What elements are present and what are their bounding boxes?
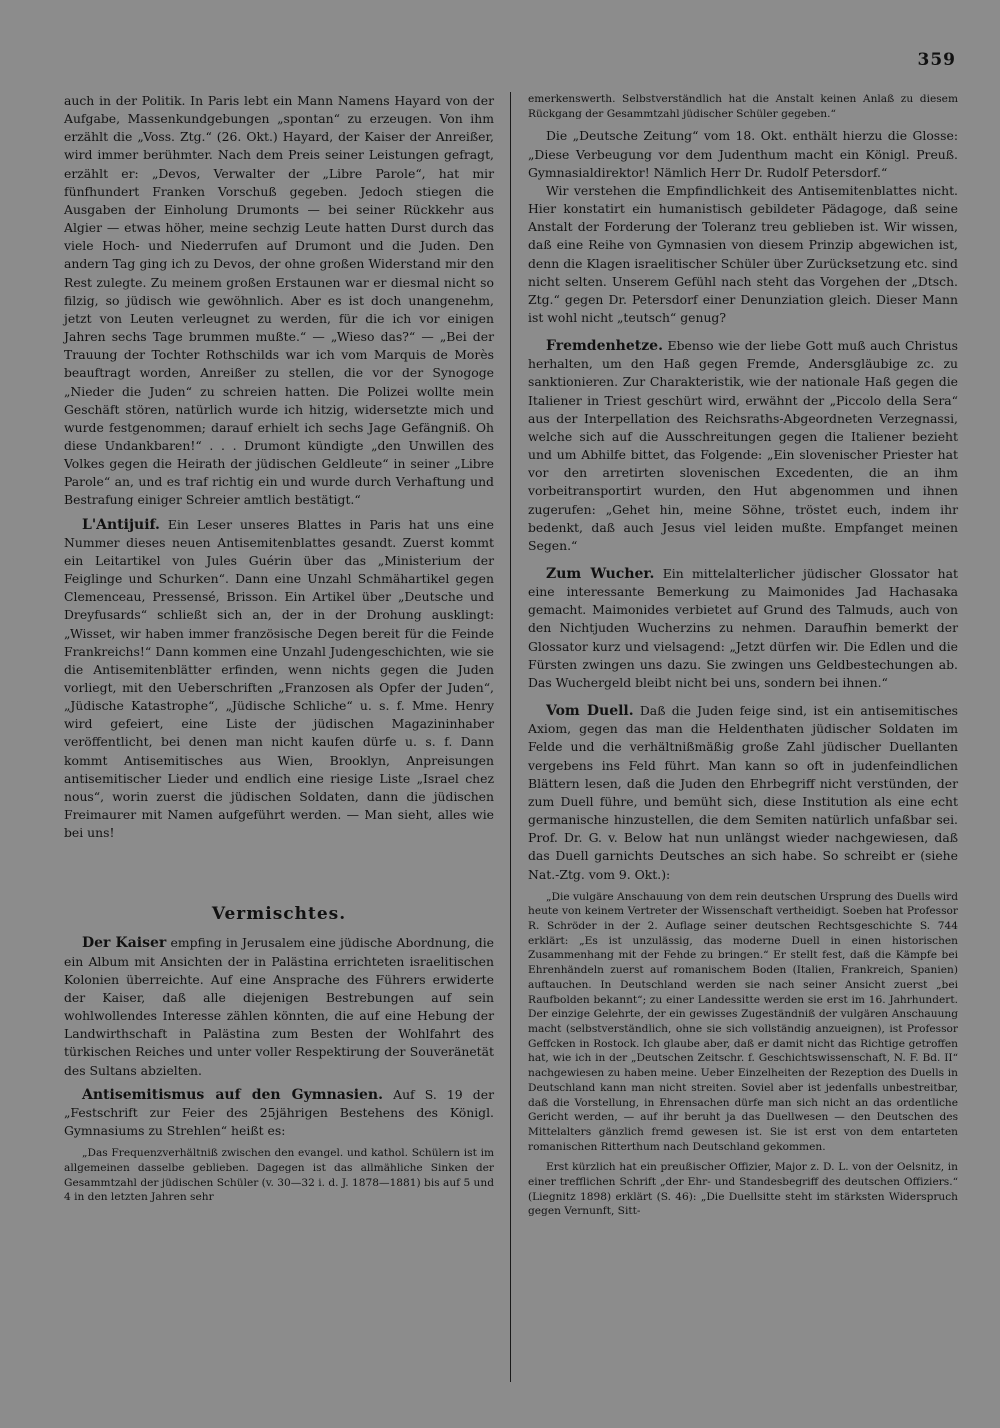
block-quote: emerkenswerth. Selbstverständlich hat die Anstalt keinen Anlaß zu diesem Rückgang der Gesammtzahl jüdischer Schüler gegeben.“ [528, 93, 958, 120]
section-heading: Vermischtes. [211, 904, 347, 925]
column-right [528, 92, 958, 1219]
article-heading: Fremdenhetze. [546, 338, 663, 355]
article-paragraph: Wir verstehen die Empfindlichkeit des Antisemitenblattes nicht. Hier konstatirt ein humanistisch gebildeter Pädagoge, daß seine Anstalt der Forderung der Toleranz treu geblieben ist. Wir wissen, daß eine Reihe von Gymnasien von diesem Prinzip abgewichen ist, denn die Klagen israelitischer Schüler über Zurücksetzung etc. sind nicht selten. Unserem Gefühl nach steht das Vorgehen der „Dtsch. Ztg.“ gegen Dr. Petersdorf einer Denunziation gleich. Dieser Mann ist wohl nicht „teutsch“ genug? [528, 182, 958, 325]
article-heading: Vom Duell. [546, 703, 634, 720]
article-text: Ebenso wie der liebe Gott muß auch Christus herhalten, um den Haß gegen Fremde, Andersgläubige zc. zu sanktionieren. Zur Charakteristik, wie der nationale Haß gegen die Italiener in Triest geschürt wird, erwähnt der „Piccolo della Sera“ aus der Interpellation des Reichsraths-Abgeordneten Verzegnassi, welche sich auf die Ausschreitungen gegen die Italiener bezieht und um Abhilfe bittet, das Folgende: „Ein slovenischer Priester hat vor den arretirten slovenischen Excedenten, die an ihm vorbeitransportirt wurden, den Hut abgenommen und ihnen zugerufen: „Gehet hin, meine Söhne, tröstet euch, indem ihr bedenkt, daß auch Jesus viel leiden mußte. Empfanget meinen Segen.“ [528, 338, 958, 553]
article-paragraph: Die „Deutsche Zeitung“ vom 18. Okt. enthält hierzu die Glosse: „Diese Verbeugung vor dem Judenthum macht ein Königl. Preuß. Gymnasialdirektor! Nämlich Herr Dr. Rudolf Petersdorf.“ [528, 128, 958, 180]
article-text: empfing in Jerusalem eine jüdische Abordnung, die ein Album mit Ansichten der in Palästina errichteten israelitischen Kolonien überreichte. Auf eine Ansprache des Führers erwiderte der Kaiser, daß alle diejenigen Bestrebungen auf sein wohlwollendes Interesse zählen könnten, die auf eine Hebung der Landwirthschaft in Palästina zum Besten der Wohlfahrt des türkischen Reiches und unter voller Respektirung der Souveränetät des Sultans abzielten. [64, 935, 494, 1078]
article-text: Ein Leser unseres Blattes in Paris hat uns eine Nummer dieses neuen Antisemitenblattes gesandt. Zuerst kommt ein Leitartikel von Jules Guérin über das „Ministerium der Feiglinge und Schurken“. Dann eine Unzahl Schmähartikel gegen Clemenceau, Pressensé, Brisson. Ein Artikel über „Deutsche und Dreyfusards“ schließt sich an, der in der Drohung ausklingt: „Wisset, wir haben immer französische Degen bereit für die Feinde Frankreichs!“ Dann kommen eine Unzahl Judengeschichten, wie sie die Antisemitenblätter erfinden, wenn nichts gegen die Juden vorliegt, mit den Ueberschriften „Franzosen als Opfer der Juden“, „Jüdische Katastrophe“, „Jüdische Schliche“ u. s. f. Mme. Henry wird gefeiert, eine Liste der jüdischen Magazininhaber veröffentlicht, bei denen man nicht kaufen dürfe u. s. f. Dann kommt Antisemitisches aus Wien, Brooklyn, Anpreisungen antisemitischer Lieder und endlich eine riesige Liste „Israel chez nous“, worin zuerst die jüdischen Soldaten, dann die jüdischen Freimaurer mit Namen aufgeführt werden. — Man sieht, alles wie bei uns! [64, 516, 494, 841]
article-paragraph [64, 934, 494, 1079]
article-paragraph [528, 337, 958, 555]
article-paragraph: auch in der Politik. In Paris lebt ein Mann Namens Hayard von der Aufgabe, Massenkundgebungen „spontan“ zu erzeugen. Von ihm erzählt die „Voss. Ztg.“ (26. Okt.) Hayard, der Kaiser der Anreißer, wird immer berühmter. Nach dem Preis seiner Leistungen gefragt, erzählt er: „Devos, Verwalter der „Libre Parole“, hat mir fünfhundert Franken Vorschuß gegeben. Jedoch stiegen die Ausgaben der Einholung Drumonts — bei seiner Rückkehr aus Algier — etwas höher, meine sechzig Leute hatten Durst durch das viele Hoch- und Niederrufen auf Drumont und die Juden. Den andern Tag ging ich zu Devos, der ohne großen Widerstand mir den Rest zulegte. Zu meinem großen Erstaunen war er diesmal nicht so filzig, so jüdisch wie gewöhnlich. Aber es ist doch unangenehm, jetzt von Leuten verleugnet zu werden, für die ich vor einigen Jahren sechs Tage brummen mußte.“ — „Wieso das?“ — „Bei der Trauung der Tochter Rothschilds war ich vom Marquis de Morès beauftragt worden, Anreißer zu stellen, die vor der Synogoge „Nieder die Juden“ zu schreien hatten. Die Polizei wollte mein Geschäft stören, natürlich wurde ich hitzig, widersetzte mich und wurde festgenommen; darauf erhielt ich sechs Jage Gefängniß. Oh diese Undankbaren!“ . . . Drumont kündigte „den Unwillen des Volkes gegen die Heirath der jüdischen Geldleute“ in seiner „Libre Parole“ an, und es traf richtig ein und wurde durch Verhaftung und Bestrafung einiger Schreier amtlich bestätigt.“ [64, 93, 494, 508]
article-heading: Antisemitismus auf den Gymnasien. [82, 1086, 383, 1103]
article-text: Ein mittelalterlicher jüdischer Glossator hat eine interessante Bemerkung zu Maimonides Jad Hachasaka gemacht. Maimonides verbietet auf Grund des Talmuds, auch von den Nichtjuden Wucherzins zu nehmen. Daraufhin bemerkt der Glossator kurz und vielsagend: „Jetzt dürfen wir. Die Edlen und die Fürsten zwingen uns dazu. Sie zwingen uns Geldbestechungen ab. Das Wuchergeld bleibt nicht bei uns, sondern bei ihnen.“ [528, 566, 959, 690]
article-heading: Der Kaiser [82, 935, 167, 952]
column-divider [510, 92, 511, 1382]
column-left [64, 92, 494, 1205]
article-heading: L'Antijuif. [82, 516, 160, 533]
article-paragraph [528, 565, 958, 692]
article-text: Auf S. 19 der „Festschrift zur Feier des 25jährigen Bestehens des Königl. Gymnasiums zu Strehlen“ heißt es: [64, 1086, 494, 1138]
block-quote: „Das Frequenzverhältniß zwischen den evangel. und kathol. Schülern ist im allgemeinen dasselbe geblieben. Dagegen ist das allmähliche Sinken der Gesammtzahl der jüdischen Schüler (v. 30—32 i. d. J. 1878—1881) bis auf 5 und 4 in den letzten Jahren sehr [64, 1147, 494, 1204]
block-quote: „Die vulgäre Anschauung von dem rein deutschen Ursprung des Duells wird heute von keinem Vertreter der Wissenschaft vertheidigt. Soeben hat Professor R. Schröder in der 2. Auflage seiner deutschen Rechtsgeschichte S. 744 erklärt: „Es ist unzulässig, das moderne Duell in einen historischen Zusammenhang mit der Fehde zu bringen.“ Er stellt fest, daß die Kämpfe bei Ehrenhändeln zuerst auf romanischem Boden (Italien, Frankreich, Spanien) auftauchen. In Deutschland werden sie nach seiner Ansicht zuerst „bei Raufbolden bekannt“; zu einer Landessitte werden sie erst im 16. Jahrhundert. Der einzige Gelehrte, der ein gewisses Zugeständniß der vulgären Anschauung macht (selbstverständlich, ohne sie sich vollständig anzueignen), ist Professor Geffcken in Rostock. Ich glaube aber, daß er damit nicht das Richtige getroffen hat, wie ich in der „Deutschen Zeitschr. f. Geschichtswissenschaft, N. F. Bd. II“ nachgewiesen zu haben meine. Ueber Einzelheiten der Rezeption des Duells in Deutschland kann man nicht streiten. Soviel aber ist jedenfalls unbestreitbar, daß die Vorstellung, in Ehrensachen dürfe man sich nicht an das ordentliche Gericht werden, — auf ihr beruht ja das Duellwesen — den Deutschen des Mittelalters gänzlich fremd gewesen ist. Sie ist erst von dem entarteten romanischen Ritterthum nach Deutschland gekommen. [528, 890, 958, 1153]
page-number: 359 [917, 50, 956, 70]
article-text: Daß die Juden feige sind, ist ein antisemitisches Axiom, gegen das man die Heldenthaten jüdischer Soldaten im Felde und die verhältnißmäßig große Zahl jüdischer Duellanten vergebens ins Feld führt. Man kann so oft in judenfeindlichen Blättern lesen, daß die Juden den Ehrbegriff nicht verstünden, der zum Duell führe, und bemüht sich, diese Institution als eine echt germanische hinzustellen, die dem Semiten natürlich unfaßbar sei. Prof. Dr. G. v. Below hat nun unlängst wieder nachgewiesen, daß das Duell garnichts Deutsches an sich habe. So schreibt er (siehe Nat.-Ztg. vom 9. Okt.): [528, 703, 959, 882]
article-paragraph [528, 702, 958, 884]
block-quote: Erst kürzlich hat ein preußischer Offizier, Major z. D. L. von der Oelsnitz, in einer trefflichen Schrift „der Ehr- und Standesbegriff des deutschen Offiziers.“ (Liegnitz 1898) erklärt (S. 46): „Die Duellsitte steht im stärksten Widerspruch gegen Vernunft, Sitt- [528, 1161, 958, 1218]
article-paragraph [64, 516, 494, 843]
article-paragraph [64, 1086, 494, 1140]
article-heading: Zum Wucher. [546, 566, 655, 582]
